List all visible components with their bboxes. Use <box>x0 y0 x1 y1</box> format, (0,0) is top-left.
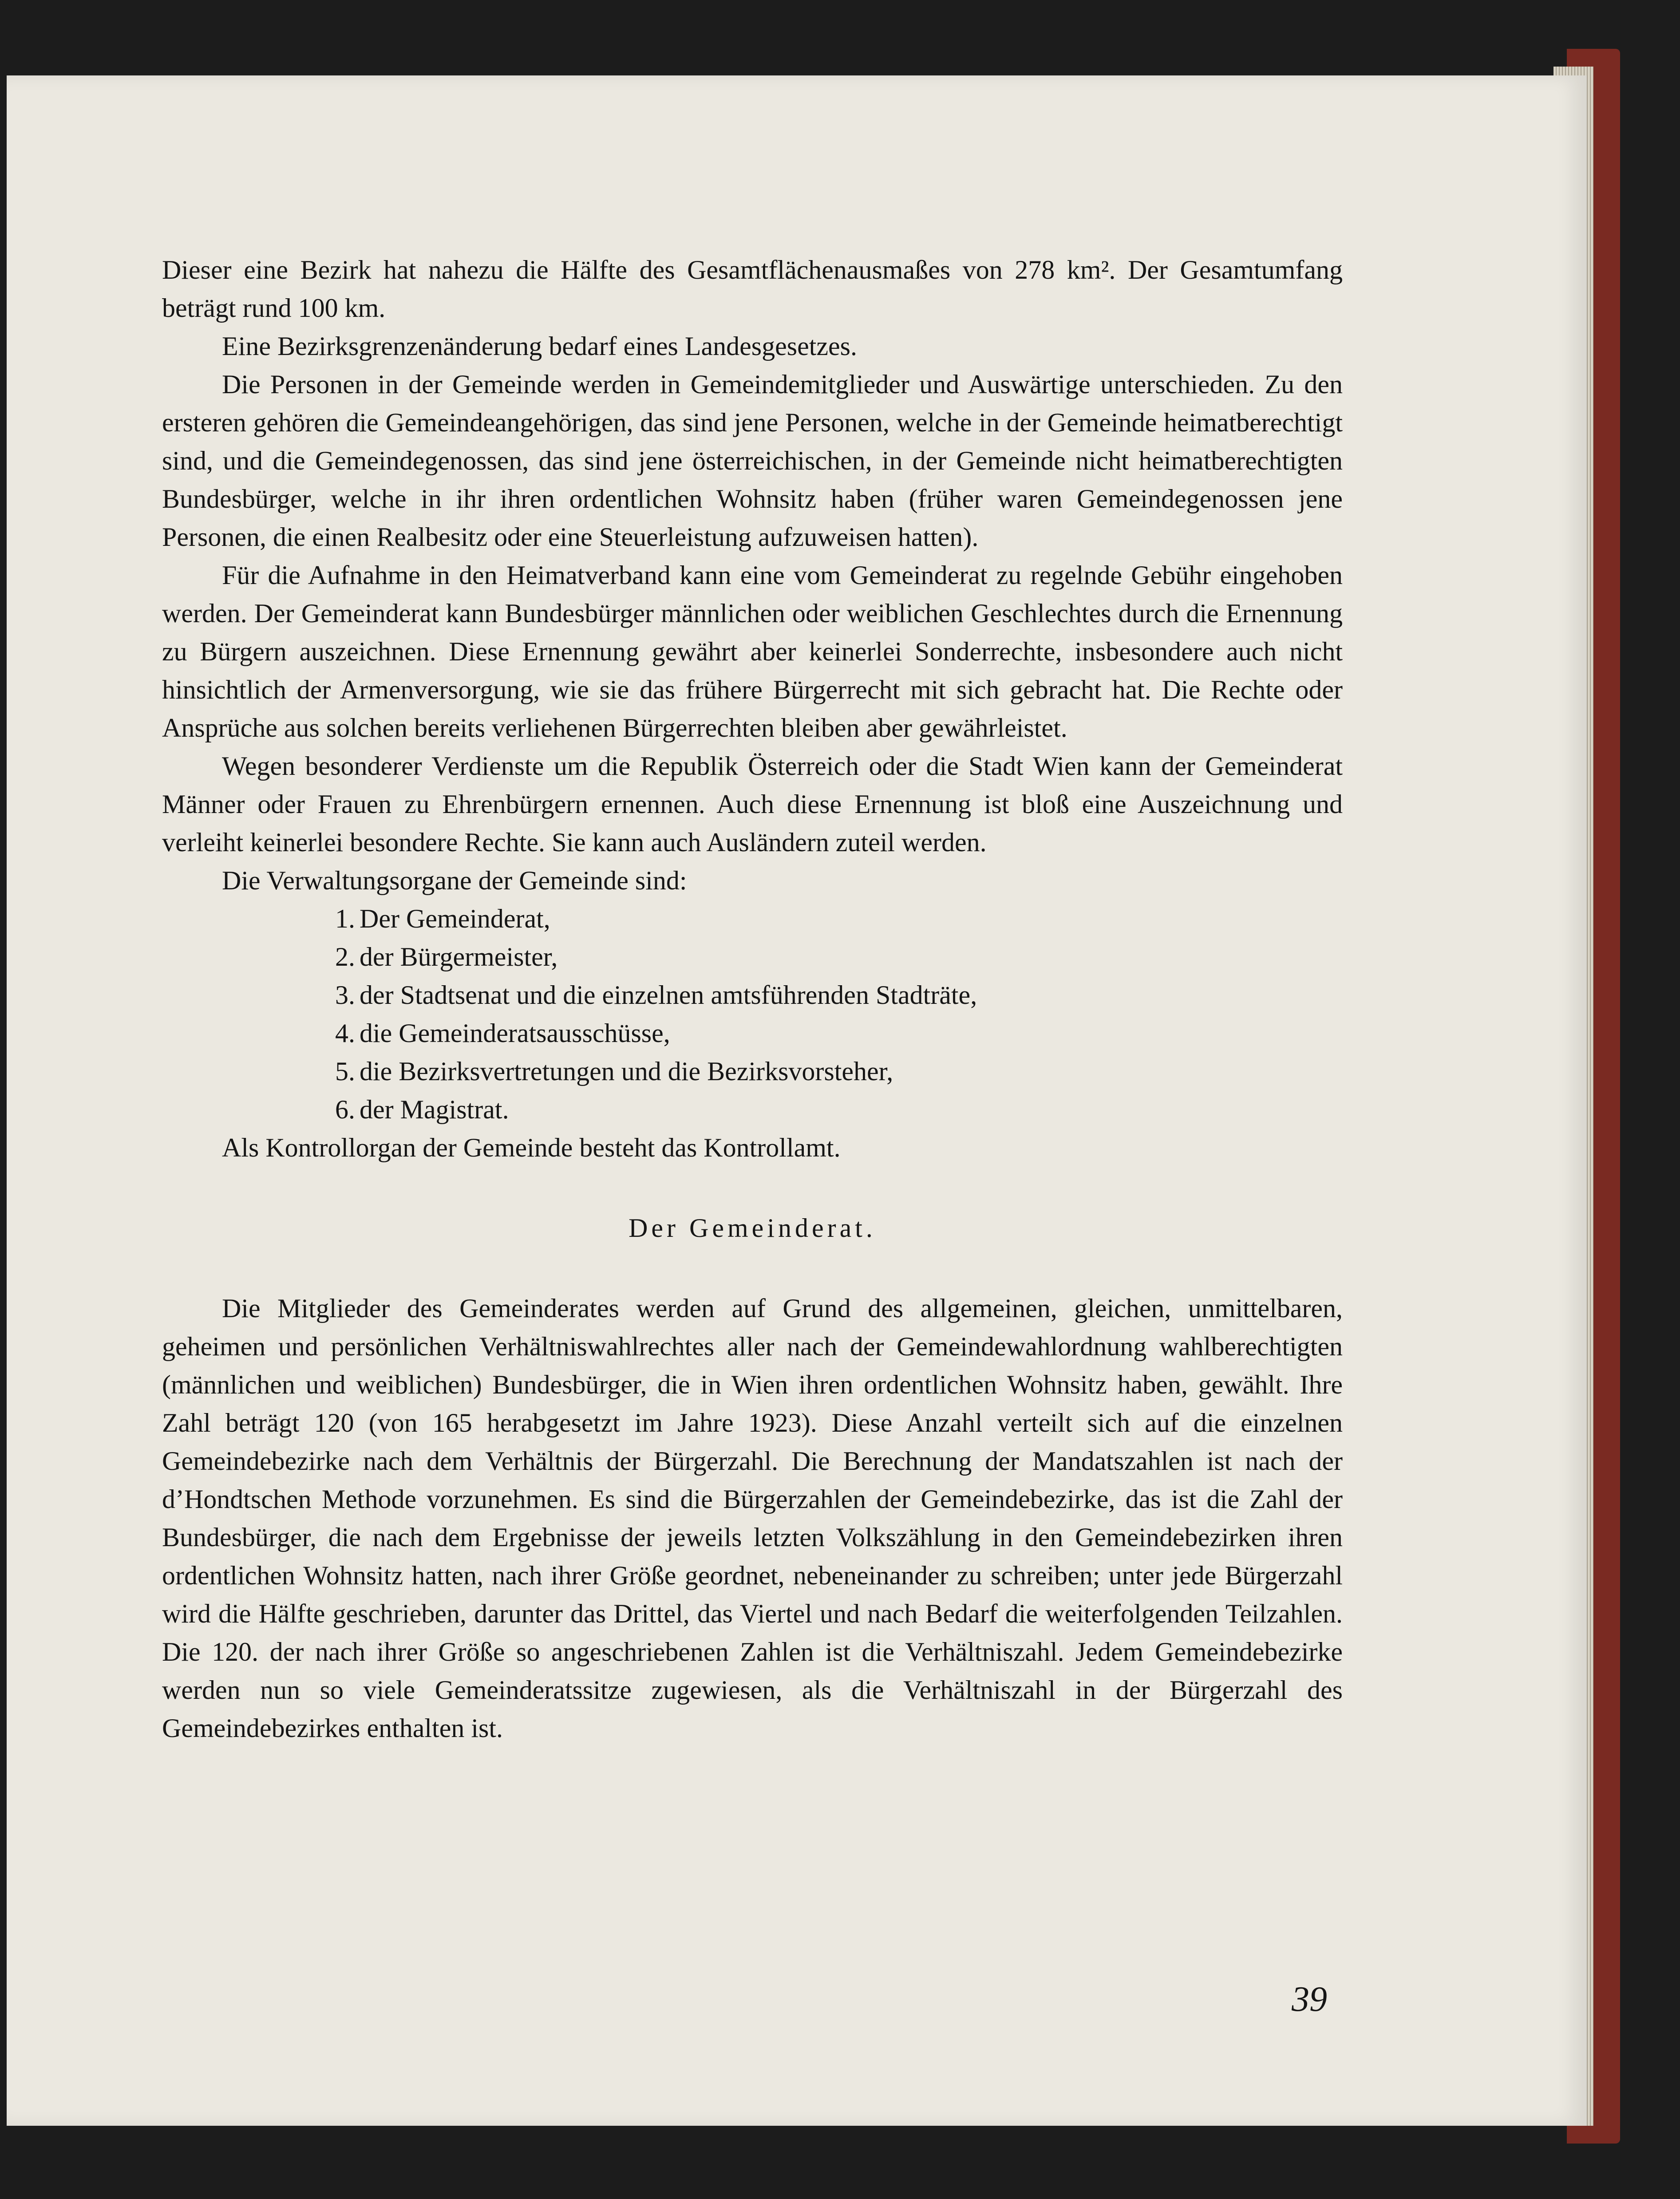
paragraph-organs-intro: Die Verwaltungsorgane der Gemeinde sind: <box>222 866 687 895</box>
list-text: der Bürgermeister, <box>360 942 558 971</box>
list-item <box>162 938 1343 976</box>
paragraph-control-office: Als Kontrollorgan der Gemeinde besteht das Kontrollamt. <box>222 1133 841 1162</box>
list-text: die Bezirksvertretungen und die Bezirksvorsteher, <box>360 1057 893 1086</box>
list-item <box>162 1052 1343 1090</box>
paragraph-citizenship: Für die Aufnahme in den Heimatverband kann eine vom Gemeinderat zu regelnde Gebühr eingehoben werden. Der Gemeinderat kann Bundesbürger männlichen oder weiblichen Geschlechtes durch die Ernennung zu Bürgern auszeichnen. Diese Ernennung gewährt aber keinerlei Sonderrechte, insbesondere auch nicht hinsichtlich der Armenversorgung, wie sie das frühere Bürgerrecht mit sich gebracht hat. Die Rechte oder Ansprüche aus solchen bereits verliehenen Bürgerrechten bleiben aber gewährleistet. <box>162 561 1343 742</box>
list-text: die Gemeinderatsausschüsse, <box>360 1019 670 1048</box>
book-page <box>7 75 1587 2126</box>
paragraph-honorary-citizens: Wegen besonderer Verdienste um die Republik Österreich oder die Stadt Wien kann der Gemeinderat Männer oder Frauen zu Ehrenbürgern ernennen. Auch diese Ernennung ist bloß eine Auszeichnung und verleiht keinerlei besondere Rechte. Sie kann auch Ausländern zuteil werden. <box>162 751 1343 857</box>
list-item <box>162 976 1343 1014</box>
list-item <box>162 1090 1343 1129</box>
list-item <box>162 1014 1343 1052</box>
list-number: 5. <box>335 1057 355 1086</box>
page-text <box>162 251 1343 1747</box>
list-text: der Magistrat. <box>360 1095 509 1124</box>
paragraph-area: Dieser eine Bezirk hat nahezu die Hälfte des Gesamtflächenausmaßes von 278 km². Der Gesamtumfang beträgt rund 100 km. <box>162 255 1343 323</box>
list-number: 2. <box>335 942 355 971</box>
page-number: 39 <box>1292 1980 1327 2019</box>
list-text: der Stadtsenat und die einzelnen amtsführenden Stadträte, <box>360 980 977 1010</box>
list-number: 6. <box>335 1095 355 1124</box>
section-heading: Der Gemeinderat. <box>629 1213 876 1243</box>
list-item <box>162 900 1343 938</box>
organs-list <box>162 900 1343 1129</box>
list-text: Der Gemeinderat, <box>360 904 550 933</box>
paragraph-council-election: Die Mitglieder des Gemeinderates werden auf Grund des allgemeinen, gleichen, unmittelbaren, geheimen und persönlichen Verhältniswahlrechtes aller nach der Gemeindewahlordnung wahlberechtigten (männlichen und weiblichen) Bundesbürger, die in Wien ihren ordentlichen Wohnsitz haben, gewählt. Ihre Zahl beträgt 120 (von 165 herabgesetzt im Jahre 1923). Diese Anzahl verteilt sich auf die einzelnen Gemeindebezirke nach dem Verhältnis der Bürgerzahl. Die Berechnung der Mandatszahlen ist nach der d’Hondtschen Methode vorzunehmen. Es sind die Bürgerzahlen der Gemeindebezirke, das ist die Zahl der Bundesbürger, die nach dem Ergebnisse der jeweils letzten Volkszählung in den Gemeindebezirken ihren ordentlichen Wohnsitz hatten, nach ihrer Größe geordnet, nebeneinander zu schreiben; unter jede Bürgerzahl wird die Hälfte geschrieben, darunter das Drittel, das Viertel und nach Bedarf die weiterfolgenden Teilzahlen. Die 120. der nach ihrer Größe so angeschriebenen Zahlen ist die Verhältniszahl. Jedem Gemeindebezirke werden nun so viele Gemeinderatssitze zugewiesen, als die Verhältniszahl in der Bürgerzahl des Gemeindebezirkes enthalten ist. <box>162 1294 1343 1743</box>
list-number: 1. <box>335 904 355 933</box>
paragraph-persons: Die Personen in der Gemeinde werden in Gemeindemitglieder und Auswärtige unterschieden. Zu den ersteren gehören die Gemeindeangehörigen, das sind jene Personen, welche in der Gemeinde heimatberechtigt sind, und die Gemeindegenossen, das sind jene österreichischen, in der Gemeinde nicht heimatberechtigten Bundesbürger, welche in ihr ihren ordentlichen Wohnsitz haben (früher waren Gemeindegenossen jene Personen, die einen Realbesitz oder eine Steuerleistung aufzuweisen hatten). <box>162 370 1343 552</box>
list-number: 3. <box>335 980 355 1010</box>
list-number: 4. <box>335 1019 355 1048</box>
paragraph-boundary-change: Eine Bezirksgrenzenänderung bedarf eines Landesgesetzes. <box>222 332 858 361</box>
